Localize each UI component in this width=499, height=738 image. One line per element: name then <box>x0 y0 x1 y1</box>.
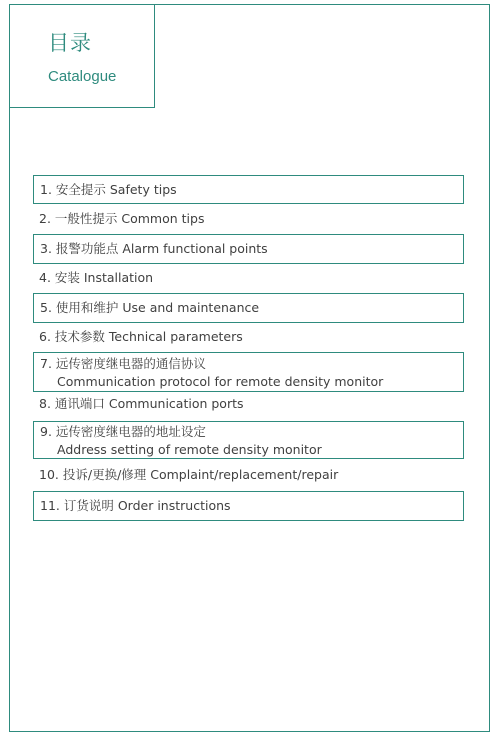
page-title: 目录 <box>48 31 92 55</box>
toc-item-label: 6. 技术参数 Technical parameters <box>39 329 243 344</box>
toc-item-label-en: Communication protocol for remote density monitor <box>57 373 384 389</box>
toc-item-label: 2. 一般性提示 Common tips <box>39 211 205 226</box>
toc-item-5[interactable] <box>33 293 464 323</box>
toc-item-label: 1. 安全提示 Safety tips <box>40 182 177 197</box>
toc-item-label-en: Address setting of remote density monitor <box>57 441 322 457</box>
toc-item-label: 4. 安装 Installation <box>39 270 154 285</box>
toc-item-11[interactable] <box>33 491 464 521</box>
toc-item-7[interactable] <box>33 352 464 392</box>
toc-item-label: 10. 投诉/更换/修理 Complaint/replacement/repair <box>39 467 339 482</box>
toc-item-3[interactable] <box>33 234 464 264</box>
toc-item-label: 3. 报警功能点 Alarm functional points <box>40 241 268 256</box>
toc-item-2[interactable] <box>33 205 464 234</box>
toc-item-8[interactable] <box>33 392 464 420</box>
toc-item-label: 9. 远传密度继电器的地址设定 <box>40 424 206 439</box>
toc-item-label: 5. 使用和维护 Use and maintenance <box>40 300 260 315</box>
toc-item-label: 8. 通讯端口 Communication ports <box>39 396 244 411</box>
toc-item-9[interactable] <box>33 421 464 459</box>
toc-item-10[interactable] <box>33 460 464 490</box>
toc-item-label: 11. 订货说明 Order instructions <box>40 498 231 513</box>
toc-item-label: 7. 远传密度继电器的通信协议 <box>40 356 206 371</box>
toc-item-6[interactable] <box>33 323 464 351</box>
toc-item-4[interactable] <box>33 264 464 293</box>
toc-item-1[interactable] <box>33 175 464 204</box>
title-box <box>9 4 155 108</box>
page-subtitle: Catalogue <box>48 68 117 85</box>
